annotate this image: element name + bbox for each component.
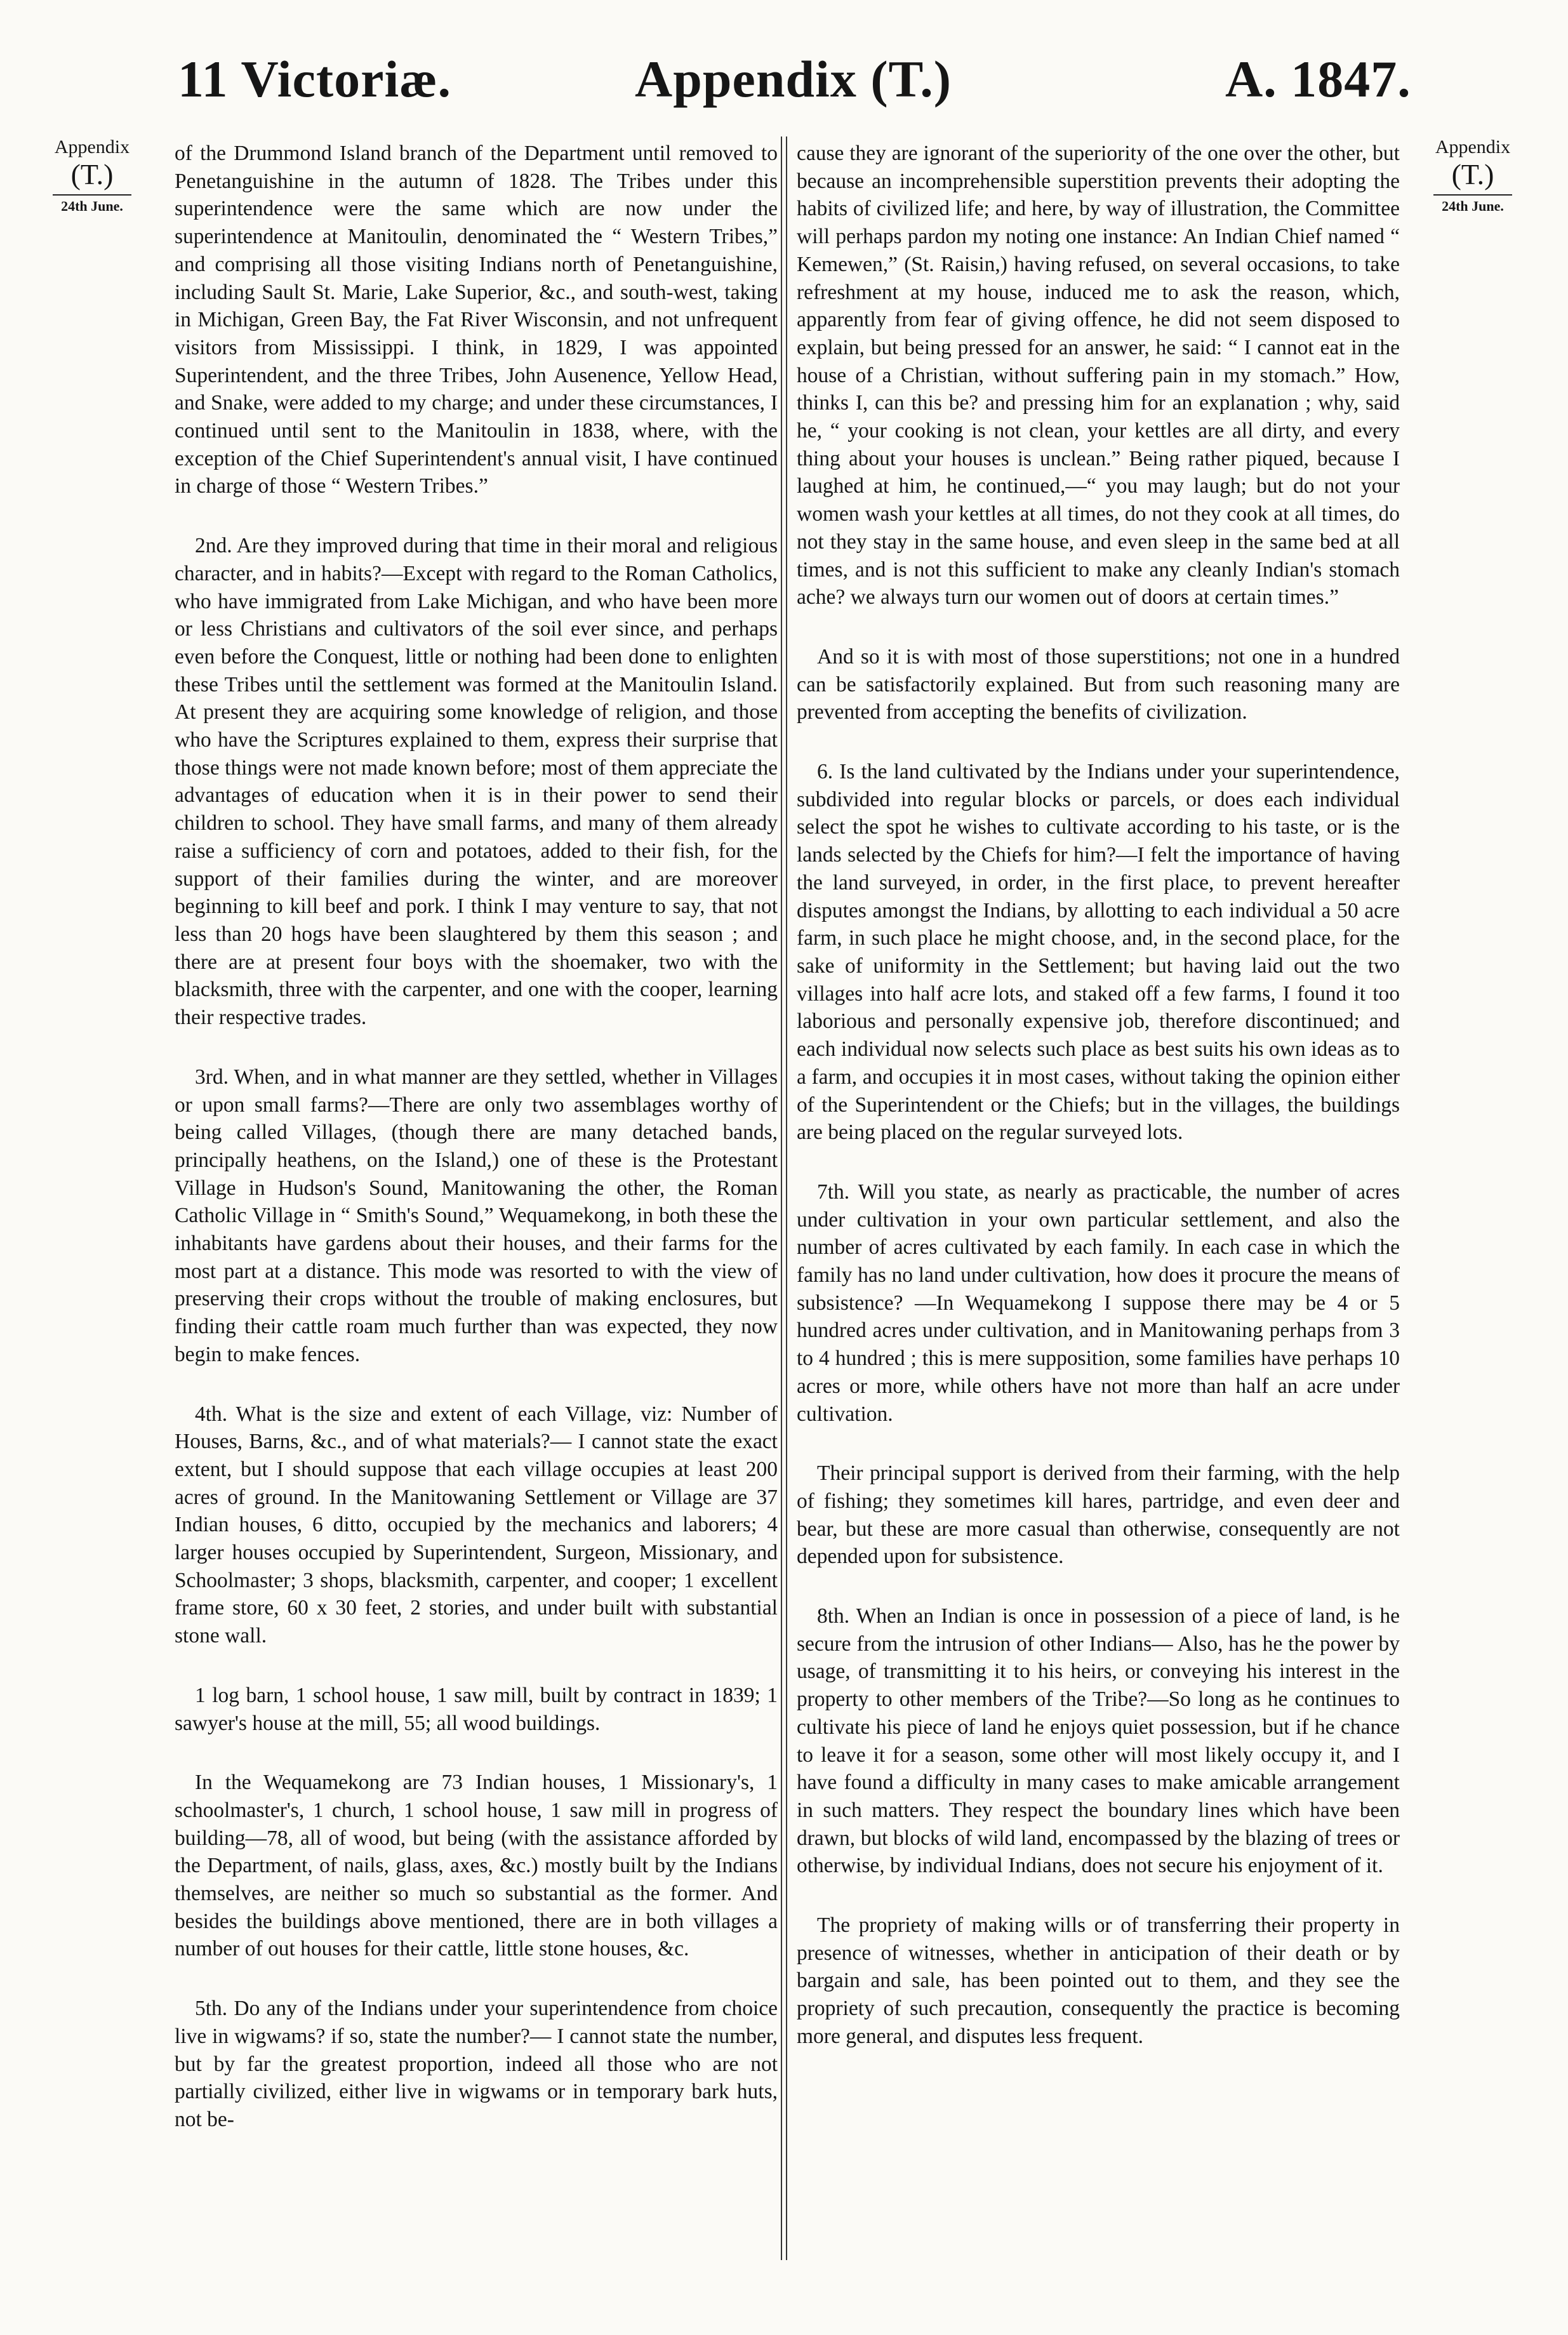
margin-note-right [1422, 136, 1524, 214]
paragraph: 4th. What is the size and extent of each Village, viz: Number of Houses, Barns, &c., and of what materials?— I cannot state the exact extent, but I should suppose that each village occupies at least 200 acres of ground. In the Manitowaning Settlement or Village are 37 Indian houses, 6 ditto, occupied by the mechanics and laborers; 4 larger houses occupied by Superintendent, Surgeon, Missionary, and Schoolmaster; 3 shops, blacksmith, carpenter, and cooper; 1 excellent frame store, 60 x 30 feet, 2 stories, and under built with substantial stone wall. [175, 1402, 778, 1648]
paragraph: cause they are ignorant of the superiority of the one over the other, but because an incomprehensible superstition prevents their adopting the habits of civilized life; and here, by way of illustration, the Committee will perhaps pardon my noting one instance: An Indian Chief named “ Kemewen,” (St. Raisin,) having refused, on several occasions, to take refreshment at my house, induced me to ask the reason, which, apparently from fear of giving offence, he did not seem disposed to explain, but being pressed for an answer, he said: “ I cannot eat in the house of a Christian, without suffering pain in my stomach.” How, thinks I, can this be? and pressing him for an explanation ; why, said he, “ your cooking is not clean, your kettles are all dirty, and every thing about your houses is unclean.” Being rather piqued, because I laughed at him, he continued,—“ you may laugh; but do not your women wash your kettles at all times, do not they cook at all times, do not they stay in the same house, and even sleep in the same bed at all times, and is not this sufficient to make any cleanly Indian's stomach ache? we always turn our women out of doors at certain times.” [797, 142, 1400, 609]
paragraph: 1 log barn, 1 school house, 1 saw mill, built by contract in 1839; 1 sawyer's house at the mill, 55; all wood buildings. [175, 1683, 778, 1735]
paragraph: 5th. Do any of the Indians under your superintendence from choice live in wigwams? if so, state the number?— I cannot state the number, but by far the greatest proportion, indeed all those who are not partially civilized, either live in wigwams or in temporary bark huts, not be- [175, 1997, 778, 2131]
paragraph: The propriety of making wills or of transferring their property in presence of witnesses, whether in anticipation of their death or by bargain and sale, has been pointed out to them, and they see the propriety of such precaution, consequently the practice is becoming more general, and disputes less frequent. [797, 1913, 1400, 2048]
right-column [797, 140, 1400, 2241]
paragraph: 7th. Will you state, as nearly as practicable, the number of acres under cultivation in your own particular settlement, and also the number of acres cultivated by each family. In each case in which the family has no land under cultivation, how does it procure the means of subsistence? —In Wequamekong I suppose there may be 4 or 5 hundred acres under cultivation, and in Manitowaning perhaps from 3 to 4 hundred ; this is mere supposition, some families have perhaps 10 acres or more, while others have not more than half an acre under cultivation. [797, 1180, 1400, 1426]
margin-date: 24th June. [1442, 198, 1504, 215]
margin-date: 24th June. [61, 198, 123, 215]
margin-label: Appendix [54, 136, 130, 157]
margin-mark: (T.) [1451, 157, 1494, 190]
header-year: A. 1847. [1225, 50, 1411, 108]
left-column [175, 140, 778, 2241]
paragraph: Their principal support is derived from their farming, with the help of fishing; they sometimes kill hares, partridge, and even deer and bear, but these are more casual than otherwise, consequently are not depended upon for subsistence. [797, 1461, 1400, 1569]
header-session: 11 Victoriæ. [178, 50, 452, 108]
paragraph: And so it is with most of those superstitions; not one in a hundred can be satisfactorily explained. But from such reasoning many are prevented from accepting the benefits of civilization. [797, 644, 1400, 724]
column-divider [781, 136, 782, 2260]
margin-note-left [41, 136, 143, 214]
column-divider [786, 136, 787, 2260]
margin-rule [53, 194, 131, 196]
margin-label: Appendix [1435, 136, 1511, 157]
paragraph: 6. Is the land cultivated by the Indians under your superintendence, subdivided into regular blocks or parcels, or does each individual select the spot he wishes to cultivate according to his taste, or is the lands selected by the Chiefs for him?—I felt the importance of having the land surveyed, in order, in the first place, to prevent hereafter disputes amongst the Indians, by allotting to each individual a 50 acre farm, in such place he might choose, and, in the second place, for the sake of uniformity in the Settlement; but having laid out the two villages into half acre lots, and staked off a few farms, I found it too laborious and personally expensive job, therefore discontinued; and each individual now selects such place as best suits his own ideas as to a farm, and occupies it in most cases, without taking the opinion either of the Superintendent or the Chiefs; but in the villages, the buildings are being placed on the regular surveyed lots. [797, 760, 1400, 1145]
paragraph: 3rd. When, and in what manner are they settled, whether in Villages or upon small farms?—There are only two assemblages worthy of being called Villages, (though there are many detached bands, principally heathens, on the Island,) one of these is the Protestant Village in Hudson's Sound, Manitowaning the other, the Roman Catholic Village in “ Smith's Sound,” Wequamekong, in both these the inhabitants have gardens about their houses, and their farms for the most part at a distance. This mode was resorted to with the view of preserving their crops without the trouble of making enclosures, but finding their cattle roam much further than was expected, they now begin to make fences. [175, 1065, 778, 1366]
page-header [0, 44, 1568, 127]
paragraph: 8th. When an Indian is once in possession of a piece of land, is he secure from the intrusion of other Indians— Also, has he the power by usage, of transmitting it to his heirs, or conveying his interest in the property to other members of the Tribe?—So long as he continues to cultivate his piece of land he enjoys quiet possession, but if he chance to leave it for a season, some other will most likely occupy it, and I have found a difficulty in many cases to make amicable arrangement in such matters. They respect the boundary lines which have been drawn, but blocks of wild land, encompassed by the blazing of trees or otherwise, by individual Indians, does not secure his enjoyment of it. [797, 1604, 1400, 1878]
paragraph: of the Drummond Island branch of the Department until removed to Penetanguishine in the autumn of 1828. The Tribes under this superintendence were the same which are now under the superintendence at Manitoulin, denominated the “ Western Tribes,” and comprising all those visiting Indians north of Penetanguishine, including Sault St. Marie, Lake Superior, &c., and south-west, taking in Michigan, Green Bay, the Fat River Wisconsin, and not unfrequent visitors from Mississippi. I think, in 1829, I was appointed Superintendent, and the three Tribes, John Ausenence, Yellow Head, and Snake, were added to my charge; and under these circumstances, I continued until sent to the Manitoulin in 1838, where, with the exception of the Chief Superintendent's annual visit, I have continued in charge of those “ Western Tribes.” [175, 142, 778, 498]
margin-rule [1433, 194, 1512, 196]
paragraph: In the Wequamekong are 73 Indian houses, 1 Missionary's, 1 schoolmaster's, 1 church, 1 school house, 1 saw mill in progress of building—78, all of wood, but being (with the assistance afforded by the Department, of nails, glass, axes, &c.) mostly built by the Indians themselves, are neither so much so substantial as the former. And besides the buildings above mentioned, there are in both villages a number of out houses for their cattle, little stone houses, &c. [175, 1771, 778, 1961]
header-appendix: Appendix (T.) [635, 50, 952, 108]
margin-mark: (T.) [70, 157, 114, 190]
paragraph: 2nd. Are they improved during that time in their moral and religious character, and in habits?—Except with regard to the Roman Catholics, who have immigrated from Lake Michigan, and who have been more or less Christians and cultivators of the soil ever since, and perhaps even before the Conquest, little or nothing had been done to enlighten these Tribes until the settlement was formed at the Manitoulin Island. At present they are acquiring some knowledge of religion, and those who have the Scriptures explained to them, express their surprise that those things were not made known before; most of them appreciate the advantages of education when it is in their power to send their children to school. They have small farms, and many of them already raise a sufficiency of corn and potatoes, added to their fish, for the support of their families during the winter, and are moreover beginning to kill beef and pork. I think I may venture to say, that not less than 20 hogs have been slaughtered by them this season ; and there are at present four boys with the shoemaker, two with the blacksmith, three with the carpenter, and one with the cooper, learning their respective trades. [175, 534, 778, 1030]
